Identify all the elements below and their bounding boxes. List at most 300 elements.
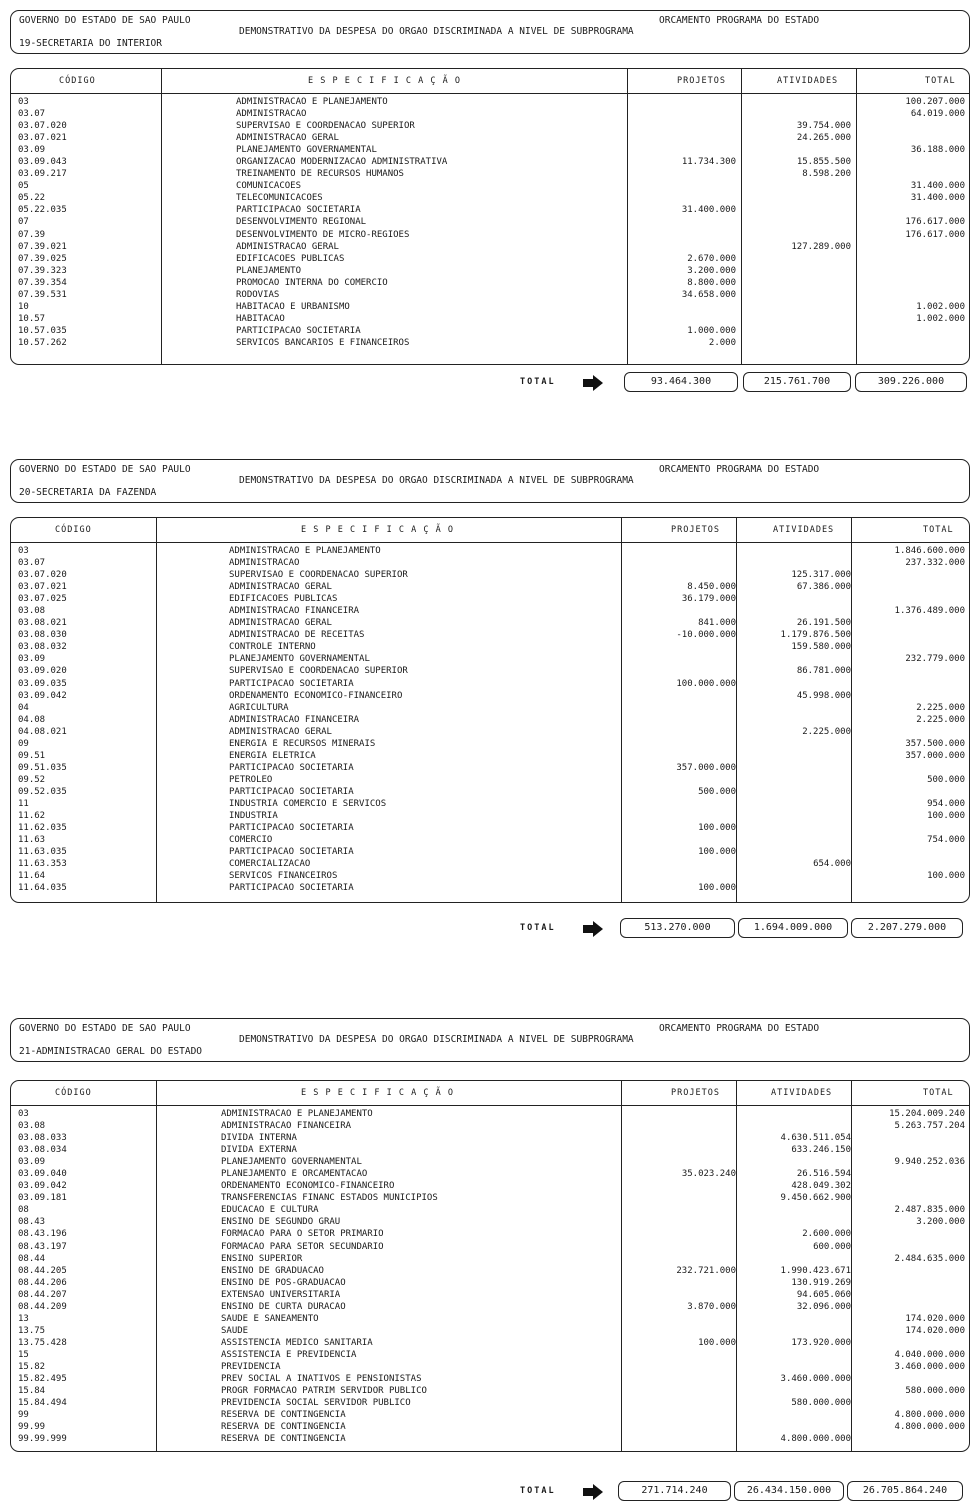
table-row — [11, 581, 969, 593]
row-code: 03.08.032 — [18, 642, 67, 653]
table-row — [11, 168, 969, 180]
row-code: 09 — [18, 738, 29, 749]
row-specification: PARTICIPACAO SOCIETARIA — [229, 823, 354, 834]
table-row — [11, 1397, 969, 1409]
row-code: 08.44.205 — [18, 1265, 67, 1276]
row-total: 232.779.000 — [905, 654, 965, 665]
row-specification: SAUDE E SANEAMENTO — [221, 1313, 319, 1324]
row-total: 174.020.000 — [905, 1325, 965, 1336]
col-header-projetos: PROJETOS — [671, 1088, 720, 1098]
row-total: 176.617.000 — [905, 217, 965, 228]
row-code: 99.99.999 — [18, 1434, 67, 1445]
table-row — [11, 593, 969, 605]
table-row — [11, 1421, 969, 1433]
row-specification: CONTROLE INTERNO — [229, 642, 316, 653]
row-total: 100.000 — [927, 871, 965, 882]
table-row — [11, 786, 969, 798]
table-row — [11, 277, 969, 289]
table-row — [11, 870, 969, 882]
row-code: 04 — [18, 702, 29, 713]
report-title: DEMONSTRATIVO DA DESPESA DO ORGAO DISCRIMINADA A NIVEL DE SUBPROGRAMA — [239, 26, 634, 37]
row-code: 08.43.197 — [18, 1241, 67, 1252]
row-projetos: 11.734.300 — [681, 157, 736, 168]
row-total: 5.263.757.204 — [894, 1121, 965, 1132]
row-total: 174.020.000 — [905, 1313, 965, 1324]
table-row — [11, 1409, 969, 1421]
row-atividades: 4.800.000.000 — [780, 1434, 851, 1445]
table-row — [11, 132, 969, 144]
row-specification: ADMINISTRACAO GERAL — [229, 582, 332, 593]
row-total: 4.800.000.000 — [894, 1410, 965, 1421]
table-row — [11, 678, 969, 690]
row-code: 10.57.262 — [18, 337, 67, 348]
row-atividades: 654.000 — [813, 859, 851, 870]
row-total: 1.376.489.000 — [894, 606, 965, 617]
row-total: 176.617.000 — [905, 229, 965, 240]
row-code: 08.44.206 — [18, 1277, 67, 1288]
row-code: 13.75.428 — [18, 1337, 67, 1348]
row-total: 954.000 — [927, 798, 965, 809]
row-specification: PETROLEO — [229, 774, 273, 785]
row-code: 08.44.209 — [18, 1301, 67, 1312]
row-total: 3.200.000 — [916, 1217, 965, 1228]
row-specification: ORGANIZACAO MODERNIZACAO ADMINISTRATIVA — [236, 157, 448, 168]
table-row — [11, 738, 969, 750]
table-row — [11, 289, 969, 301]
row-code: 04.08 — [18, 714, 46, 725]
row-total: 15.204.009.240 — [889, 1109, 965, 1119]
row-atividades: 26.516.594 — [796, 1169, 851, 1180]
row-total: 100.000 — [927, 811, 965, 822]
row-specification: EDIFICACOES PUBLICAS — [229, 594, 338, 605]
row-atividades: 127.289.000 — [791, 241, 851, 252]
row-atividades: 2.225.000 — [802, 726, 851, 737]
row-code: 03.09.020 — [18, 666, 67, 677]
row-atividades: 600.000 — [813, 1241, 851, 1252]
col-header-projetos: PROJETOS — [671, 525, 720, 535]
organ-name: 21-ADMINISTRACAO GERAL DO ESTADO — [19, 1046, 203, 1057]
table-header — [11, 518, 969, 543]
table-row — [11, 726, 969, 738]
total-atividades: 215.761.700 — [743, 372, 851, 392]
table-row — [11, 798, 969, 810]
row-code: 13 — [18, 1313, 29, 1324]
row-projetos: -10.000.000 — [676, 630, 736, 641]
col-header-atividades: ATIVIDADES — [771, 1088, 833, 1098]
total-projetos: 513.270.000 — [620, 918, 735, 938]
row-atividades: 32.096.000 — [796, 1301, 851, 1312]
row-code: 11.64.035 — [18, 883, 67, 894]
row-specification: PARTICIPACAO SOCIETARIA — [229, 762, 354, 773]
table-row — [11, 253, 969, 265]
row-code: 03.07.025 — [18, 594, 67, 605]
col-header-atividades: ATIVIDADES — [777, 76, 839, 86]
row-projetos: 3.870.000 — [687, 1301, 736, 1312]
row-atividades: 173.920.000 — [791, 1337, 851, 1348]
row-code: 11.63 — [18, 835, 46, 846]
row-total: 500.000 — [927, 774, 965, 785]
table-body — [11, 1108, 969, 1445]
row-atividades: 39.754.000 — [796, 121, 851, 132]
row-specification: ADMINISTRACAO — [236, 109, 307, 120]
row-code: 09.52.035 — [18, 786, 67, 797]
table-row — [11, 180, 969, 192]
col-header-especificacao: E S P E C I F I C A Ç Ã O — [308, 76, 461, 86]
table-header — [11, 1081, 969, 1106]
row-specification: ADMINISTRACAO GERAL — [229, 726, 332, 737]
row-specification: ENSINO DE POS-GRADUACAO — [221, 1277, 346, 1288]
row-code: 03.08 — [18, 606, 46, 617]
row-specification: ADMINISTRACAO GERAL — [229, 618, 332, 629]
row-specification: PREVIDENCIA — [221, 1361, 281, 1372]
row-code: 10.57 — [18, 313, 46, 324]
row-total: 1.846.600.000 — [894, 546, 965, 556]
row-code: 03.07.020 — [18, 121, 67, 132]
table-row — [11, 216, 969, 228]
row-specification: INDUSTRIA — [229, 811, 278, 822]
row-total: 31.400.000 — [910, 181, 965, 192]
row-projetos: 100.000 — [698, 847, 736, 858]
row-total: 357.000.000 — [905, 750, 965, 761]
government-name: GOVERNO DO ESTADO DE SAO PAULO — [19, 15, 191, 26]
row-atividades: 580.000.000 — [791, 1398, 851, 1409]
row-projetos: 100.000 — [698, 883, 736, 894]
row-code: 03.09 — [18, 145, 46, 156]
row-total: 3.460.000.000 — [894, 1361, 965, 1372]
row-specification: EDIFICACOES PUBLICAS — [236, 253, 345, 264]
table-row — [11, 265, 969, 277]
row-code: 11.62.035 — [18, 823, 67, 834]
row-specification: COMERCIALIZACAO — [229, 859, 311, 870]
row-code: 07 — [18, 217, 29, 228]
row-projetos: 3.200.000 — [687, 265, 736, 276]
table-row — [11, 641, 969, 653]
row-code: 11 — [18, 798, 29, 809]
row-code: 05.22 — [18, 193, 46, 204]
row-projetos: 100.000.000 — [676, 678, 736, 689]
row-total: 1.002.000 — [916, 301, 965, 312]
row-total: 9.940.252.036 — [894, 1157, 965, 1168]
row-specification: PREVIDENCIA SOCIAL SERVIDOR PUBLICO — [221, 1398, 411, 1409]
row-projetos: 34.658.000 — [681, 289, 736, 300]
row-code: 03 — [18, 1109, 29, 1119]
table-row — [11, 156, 969, 168]
col-header-projetos: PROJETOS — [677, 76, 726, 86]
row-specification: RESERVA DE CONTINGENCIA — [221, 1410, 346, 1421]
totals-row — [10, 1481, 970, 1503]
table-row — [11, 1277, 969, 1289]
table-row — [11, 762, 969, 774]
row-code: 03.09.217 — [18, 169, 67, 180]
row-code: 03.08.034 — [18, 1145, 67, 1156]
row-projetos: 100.000 — [698, 823, 736, 834]
row-projetos: 8.800.000 — [687, 277, 736, 288]
row-code: 07.39.323 — [18, 265, 67, 276]
row-atividades: 9.450.662.900 — [780, 1193, 851, 1204]
table-row — [11, 1204, 969, 1216]
table-row — [11, 665, 969, 677]
row-code: 10.57.035 — [18, 325, 67, 336]
table-row — [11, 1216, 969, 1228]
table-row — [11, 702, 969, 714]
table-row — [11, 774, 969, 786]
row-atividades: 633.246.150 — [791, 1145, 851, 1156]
table-header — [11, 69, 969, 94]
row-code: 03.09.042 — [18, 1181, 67, 1192]
row-specification: PLANEJAMENTO GOVERNAMENTAL — [236, 145, 377, 156]
arrow-right-icon — [582, 1484, 604, 1500]
col-header-especificacao: E S P E C I F I C A Ç Ã O — [301, 525, 454, 535]
row-code: 13.75 — [18, 1325, 46, 1336]
total-atividades: 26.434.150.000 — [734, 1481, 844, 1501]
table-row — [11, 653, 969, 665]
row-specification: ENERGIA E RECURSOS MINERAIS — [229, 738, 376, 749]
row-projetos: 100.000 — [698, 1337, 736, 1348]
row-specification: PLANEJAMENTO — [236, 265, 302, 276]
row-specification: ADMINISTRACAO — [229, 558, 300, 569]
row-specification: TREINAMENTO DE RECURSOS HUMANOS — [236, 169, 404, 180]
row-projetos: 36.179.000 — [681, 594, 736, 605]
row-atividades: 26.191.500 — [796, 618, 851, 629]
government-name: GOVERNO DO ESTADO DE SAO PAULO — [19, 464, 191, 475]
report-title: DEMONSTRATIVO DA DESPESA DO ORGAO DISCRIMINADA A NIVEL DE SUBPROGRAMA — [239, 475, 634, 486]
table-row — [11, 1228, 969, 1240]
row-code: 08.43.196 — [18, 1229, 67, 1240]
row-specification: ENSINO DE CURTA DURACAO — [221, 1301, 346, 1312]
row-total: 64.019.000 — [910, 109, 965, 120]
row-code: 07.39.354 — [18, 277, 67, 288]
table-row — [11, 834, 969, 846]
total-projetos: 93.464.300 — [624, 372, 738, 392]
row-code: 05 — [18, 181, 29, 192]
table-row — [11, 1241, 969, 1253]
row-total: 2.225.000 — [916, 702, 965, 713]
row-code: 11.63.035 — [18, 847, 67, 858]
row-atividades: 2.600.000 — [802, 1229, 851, 1240]
total-geral: 2.207.279.000 — [851, 918, 963, 938]
table-row — [11, 325, 969, 337]
row-code: 03.07.021 — [18, 582, 67, 593]
row-projetos: 232.721.000 — [676, 1265, 736, 1276]
total-projetos: 271.714.240 — [618, 1481, 731, 1501]
budget-title: ORCAMENTO PROGRAMA DO ESTADO — [659, 1023, 820, 1034]
col-header-total: TOTAL — [923, 525, 954, 535]
table-body — [11, 96, 969, 349]
row-code: 03.07.020 — [18, 570, 67, 581]
row-atividades: 45.998.000 — [796, 690, 851, 701]
arrow-right-icon — [582, 921, 604, 937]
row-total: 4.040.000.000 — [894, 1349, 965, 1360]
expense-table — [10, 517, 970, 903]
row-projetos: 31.400.000 — [681, 205, 736, 216]
table-row — [11, 144, 969, 156]
row-code: 10 — [18, 301, 29, 312]
total-geral: 26.705.864.240 — [847, 1481, 963, 1501]
table-row — [11, 1313, 969, 1325]
row-code: 03.08.021 — [18, 618, 67, 629]
row-projetos: 2.670.000 — [687, 253, 736, 264]
table-row — [11, 1325, 969, 1337]
row-specification: HABITACAO — [236, 313, 285, 324]
row-total: 237.332.000 — [905, 558, 965, 569]
row-atividades: 125.317.000 — [791, 570, 851, 581]
row-atividades: 8.598.200 — [802, 169, 851, 180]
row-code: 05.22.035 — [18, 205, 67, 216]
row-code: 15.84 — [18, 1386, 46, 1397]
row-specification: FORMACAO PARA O SETOR PRIMARIO — [221, 1229, 384, 1240]
row-code: 15 — [18, 1349, 29, 1360]
government-name: GOVERNO DO ESTADO DE SAO PAULO — [19, 1023, 191, 1034]
row-specification: PREV SOCIAL A INATIVOS E PENSIONISTAS — [221, 1374, 422, 1385]
row-atividades: 428.049.302 — [791, 1181, 851, 1192]
row-projetos: 1.000.000 — [687, 325, 736, 336]
table-row — [11, 1349, 969, 1361]
row-specification: PLANEJAMENTO E ORCAMENTACAO — [221, 1169, 368, 1180]
table-row — [11, 545, 969, 557]
row-total: 2.225.000 — [916, 714, 965, 725]
row-atividades: 3.460.000.000 — [780, 1374, 851, 1385]
row-total: 580.000.000 — [905, 1386, 965, 1397]
row-projetos: 35.023.240 — [681, 1169, 736, 1180]
row-specification: ORDENAMENTO ECONOMICO-FINANCEIRO — [229, 690, 403, 701]
row-code: 03 — [18, 97, 29, 107]
table-row — [11, 569, 969, 581]
col-header-especificacao: E S P E C I F I C A Ç Ã O — [301, 1088, 454, 1098]
row-code: 15.82 — [18, 1361, 46, 1372]
table-row — [11, 810, 969, 822]
table-row — [11, 690, 969, 702]
row-code: 03.09.042 — [18, 690, 67, 701]
col-header-codigo: CÓDIGO — [55, 1088, 92, 1098]
row-code: 07.39.021 — [18, 241, 67, 252]
row-specification: SUPERVISAO E COORDENACAO SUPERIOR — [229, 570, 408, 581]
table-row — [11, 1373, 969, 1385]
organ-name: 20-SECRETARIA DA FAZENDA — [19, 487, 157, 498]
col-header-codigo: CÓDIGO — [55, 525, 92, 535]
section-header — [10, 1018, 970, 1062]
total-label: TOTAL — [520, 1486, 556, 1496]
table-row — [11, 1108, 969, 1120]
totals-row — [10, 372, 970, 394]
row-code: 99 — [18, 1410, 29, 1421]
table-row — [11, 1337, 969, 1349]
row-specification: TELECOMUNICACOES — [236, 193, 323, 204]
row-projetos: 841.000 — [698, 618, 736, 629]
table-row — [11, 1144, 969, 1156]
col-header-total: TOTAL — [923, 1088, 954, 1098]
table-row — [11, 1192, 969, 1204]
row-specification: COMERCIO — [229, 835, 273, 846]
row-specification: PARTICIPACAO SOCIETARIA — [229, 847, 354, 858]
row-code: 03.09.181 — [18, 1193, 67, 1204]
row-specification: ADMINISTRACAO GERAL — [236, 133, 339, 144]
row-atividades: 1.990.423.671 — [780, 1265, 851, 1276]
row-total: 100.207.000 — [905, 97, 965, 107]
table-row — [11, 714, 969, 726]
row-specification: SERVICOS FINANCEIROS — [229, 871, 338, 882]
row-atividades: 86.781.000 — [796, 666, 851, 677]
row-specification: AGRICULTURA — [229, 702, 289, 713]
section-header — [10, 10, 970, 54]
row-code: 03.09.043 — [18, 157, 67, 168]
row-projetos: 357.000.000 — [676, 762, 736, 773]
row-code: 08.43 — [18, 1217, 46, 1228]
row-specification: ASSISTENCIA MEDICO SANITARIA — [221, 1337, 373, 1348]
table-row — [11, 108, 969, 120]
row-code: 15.82.495 — [18, 1374, 67, 1385]
table-row — [11, 1253, 969, 1265]
col-header-total: TOTAL — [925, 76, 956, 86]
table-row — [11, 882, 969, 894]
table-row — [11, 617, 969, 629]
row-specification: SUPERVISAO E COORDENACAO SUPERIOR — [236, 121, 415, 132]
table-row — [11, 229, 969, 241]
row-specification: ASSISTENCIA E PREVIDENCIA — [221, 1349, 357, 1360]
total-atividades: 1.694.009.000 — [738, 918, 848, 938]
row-specification: ENSINO SUPERIOR — [221, 1253, 303, 1264]
row-atividades: 24.265.000 — [796, 133, 851, 144]
row-specification: RODOVIAS — [236, 289, 280, 300]
row-specification: PARTICIPACAO SOCIETARIA — [229, 883, 354, 894]
table-row — [11, 241, 969, 253]
expense-table — [10, 1080, 970, 1452]
row-specification: PARTICIPACAO SOCIETARIA — [229, 678, 354, 689]
row-atividades: 4.630.511.054 — [780, 1133, 851, 1144]
row-specification: PARTICIPACAO SOCIETARIA — [236, 205, 361, 216]
row-specification: INDUSTRIA COMERCIO E SERVICOS — [229, 798, 387, 809]
row-specification: PARTICIPACAO SOCIETARIA — [229, 786, 354, 797]
row-total: 36.188.000 — [910, 145, 965, 156]
row-code: 03.09.035 — [18, 678, 67, 689]
row-specification: PROMOCAO INTERNA DO COMERCIO — [236, 277, 388, 288]
row-specification: TRANSFERENCIAS FINANC ESTADOS MUNICIPIOS — [221, 1193, 438, 1204]
budget-title: ORCAMENTO PROGRAMA DO ESTADO — [659, 15, 820, 26]
table-row — [11, 1301, 969, 1313]
organ-name: 19-SECRETARIA DO INTERIOR — [19, 38, 162, 49]
expense-table — [10, 68, 970, 365]
row-specification: ADMINISTRACAO FINANCEIRA — [229, 714, 360, 725]
row-specification: PROGR FORMACAO PATRIM SERVIDOR PUBLICO — [221, 1386, 427, 1397]
table-row — [11, 1168, 969, 1180]
table-row — [11, 1361, 969, 1373]
row-code: 03.07.021 — [18, 133, 67, 144]
row-specification: ENSINO DE GRADUACAO — [221, 1265, 324, 1276]
row-total: 2.487.835.000 — [894, 1205, 965, 1216]
row-code: 09.51 — [18, 750, 46, 761]
row-total: 4.800.000.000 — [894, 1422, 965, 1433]
row-total: 2.484.635.000 — [894, 1253, 965, 1264]
row-code: 07.39 — [18, 229, 46, 240]
row-projetos: 8.450.000 — [687, 582, 736, 593]
budget-title: ORCAMENTO PROGRAMA DO ESTADO — [659, 464, 820, 475]
row-specification: PARTICIPACAO SOCIETARIA — [236, 325, 361, 336]
row-atividades: 94.605.060 — [796, 1289, 851, 1300]
table-row — [11, 1385, 969, 1397]
row-code: 08.44 — [18, 1253, 46, 1264]
row-code: 15.84.494 — [18, 1398, 67, 1409]
table-row — [11, 337, 969, 349]
table-row — [11, 1433, 969, 1445]
total-geral: 309.226.000 — [855, 372, 967, 392]
table-row — [11, 1156, 969, 1168]
row-specification: ADMINISTRACAO DE RECEITAS — [229, 630, 365, 641]
table-row — [11, 822, 969, 834]
row-specification: ENERGIA ELETRICA — [229, 750, 316, 761]
total-label: TOTAL — [520, 923, 556, 933]
row-code: 03 — [18, 546, 29, 556]
table-row — [11, 858, 969, 870]
row-atividades: 15.855.500 — [796, 157, 851, 168]
